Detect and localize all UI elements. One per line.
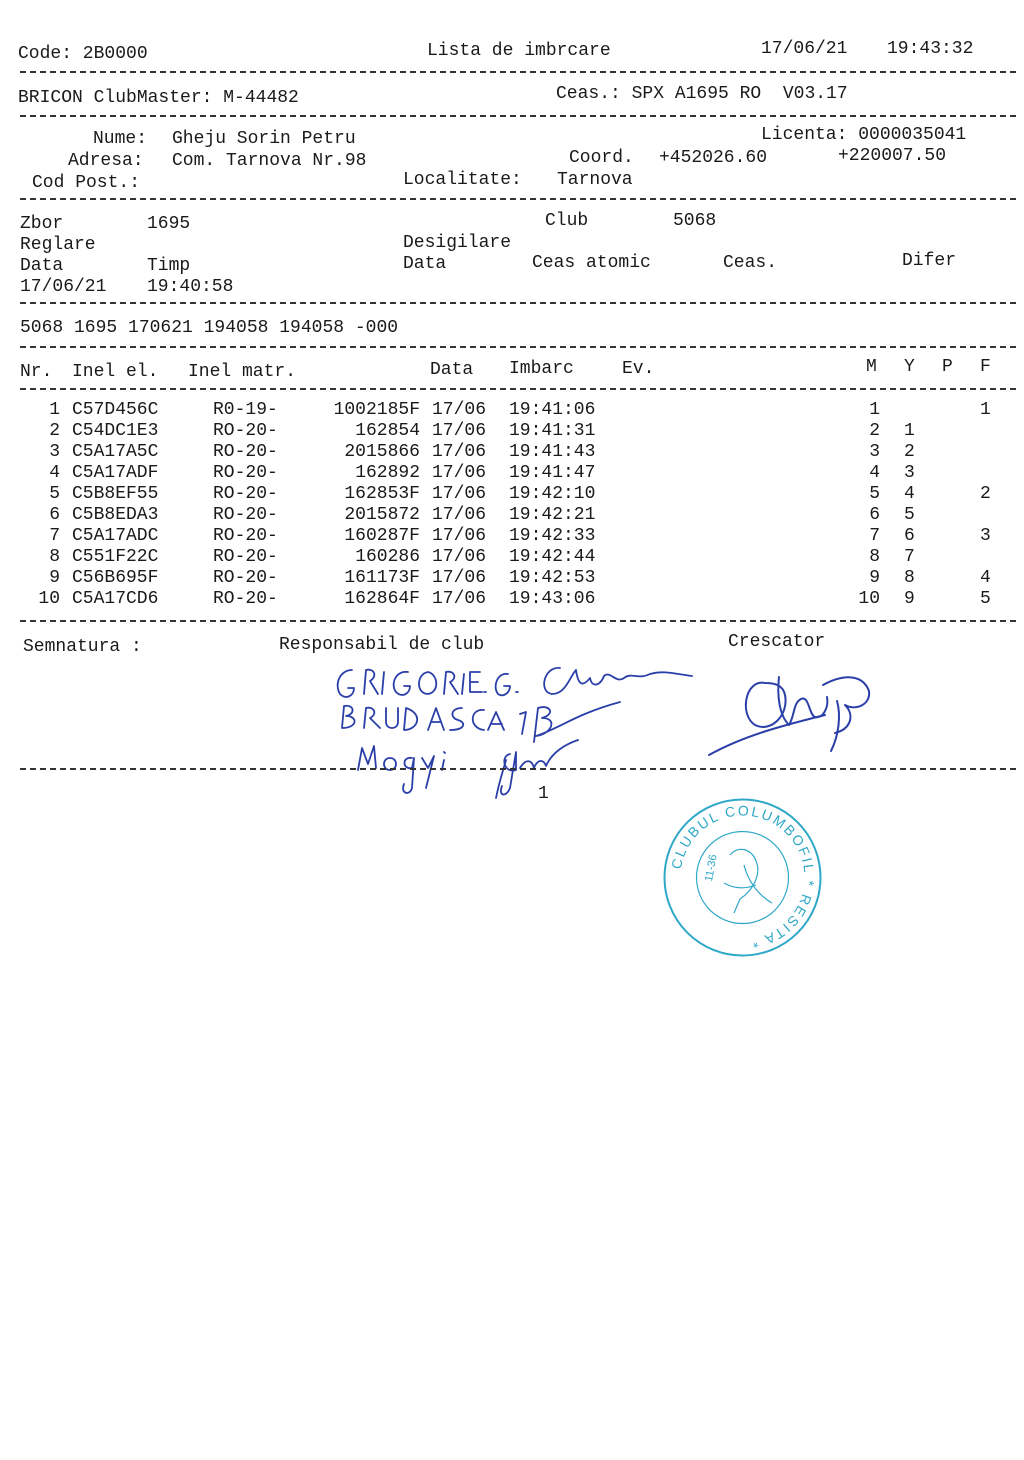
table-row (0, 421, 1024, 442)
cell-matr: 162864F (344, 589, 420, 609)
cell-prefix: RO-20- (213, 589, 278, 609)
breeder-signature (705, 655, 885, 765)
cell-imbarc: 19:43:06 (509, 589, 596, 609)
cell-matr: 1002185F (333, 400, 420, 420)
header-date: 17/06/21 (761, 39, 848, 59)
cell-imbarc: 19:42:44 (509, 547, 596, 567)
cell-m: 2 (869, 421, 880, 441)
cell-f: 1 (980, 400, 991, 420)
cell-y: 8 (904, 568, 915, 588)
owner-address: Com. Tarnova Nr.98 (172, 151, 367, 171)
divider (20, 198, 1016, 200)
divider (20, 388, 1016, 390)
club-label: Club (545, 211, 589, 231)
cell-m: 4 (869, 463, 880, 483)
owner-name: Gheju Sorin Petru (172, 129, 356, 149)
semnatura-label: Semnatura : (23, 637, 142, 657)
localitate: Tarnova (557, 170, 633, 190)
cell-matr: 160286 (355, 547, 420, 567)
cell-data: 17/06 (432, 421, 487, 441)
cell-imbarc: 19:42:21 (509, 505, 596, 525)
col-y: Y (904, 357, 915, 377)
data-label: Data (20, 256, 64, 276)
zbor-label: Zbor (20, 214, 64, 234)
cell-nr: 7 (49, 526, 60, 546)
difer-label: Difer (902, 251, 957, 271)
table-row (0, 400, 1024, 421)
divider (20, 71, 1016, 73)
coord-lat: +452026.60 (659, 148, 768, 168)
clubmaster-id: BRICON ClubMaster: M-44482 (18, 88, 299, 108)
club-stamp (660, 795, 825, 960)
reglare-label: Reglare (20, 235, 96, 255)
cell-nr: 3 (49, 442, 60, 462)
cell-inel-el: C5A17ADC (72, 526, 159, 546)
cell-imbarc: 19:42:53 (509, 568, 596, 588)
cell-inel-el: C5A17A5C (72, 442, 159, 462)
cell-imbarc: 19:41:43 (509, 442, 596, 462)
divider (20, 620, 1016, 622)
cell-m: 6 (869, 505, 880, 525)
cell-matr: 162853F (344, 484, 420, 504)
ceas-label: Ceas. (723, 253, 778, 273)
cell-nr: 1 (49, 400, 60, 420)
cell-nr: 5 (49, 484, 60, 504)
cell-y: 4 (904, 484, 915, 504)
clock-id: Ceas.: SPX A1695 RO V03.17 (556, 84, 848, 104)
cell-data: 17/06 (432, 568, 487, 588)
cell-nr: 2 (49, 421, 60, 441)
cell-data: 17/06 (432, 505, 487, 525)
cell-y: 9 (904, 589, 915, 609)
codpost-label: Cod Post.: (32, 173, 141, 193)
divider (20, 346, 1016, 348)
crescator-label: Crescator (728, 632, 826, 652)
cell-m: 8 (869, 547, 880, 567)
cell-prefix: RO-20- (213, 568, 278, 588)
document-title: Lista de imbrcare (427, 41, 611, 61)
cell-prefix: R0-19- (213, 400, 278, 420)
table-row (0, 547, 1024, 568)
ceas-atomic-label: Ceas atomic (532, 253, 651, 273)
licenta: Licenta: 0000035041 (761, 125, 967, 145)
table-row (0, 505, 1024, 526)
club-signatures (320, 648, 720, 808)
col-data: Data (430, 360, 474, 380)
divider (20, 115, 1016, 117)
table-row (0, 442, 1024, 463)
nume-label: Nume: (93, 129, 148, 149)
col-inel-el: Inel el. (72, 362, 159, 382)
zbor-value: 1695 (147, 214, 191, 234)
cell-prefix: RO-20- (213, 463, 278, 483)
divider (20, 302, 1016, 304)
cell-prefix: RO-20- (213, 547, 278, 567)
cell-imbarc: 19:41:47 (509, 463, 596, 483)
desigilare-label: Desigilare (403, 233, 512, 253)
cell-nr: 9 (49, 568, 60, 588)
cell-imbarc: 19:41:31 (509, 421, 596, 441)
cell-m: 7 (869, 526, 880, 546)
cell-prefix: RO-20- (213, 526, 278, 546)
cell-inel-el: C5A17CD6 (72, 589, 159, 609)
cell-data: 17/06 (432, 589, 487, 609)
cell-inel-el: C56B695F (72, 568, 159, 588)
page-number: 1 (538, 784, 549, 804)
cell-y: 1 (904, 421, 915, 441)
cell-y: 5 (904, 505, 915, 525)
cell-prefix: RO-20- (213, 505, 278, 525)
cell-m: 1 (869, 400, 880, 420)
cell-m: 10 (858, 589, 880, 609)
cell-inel-el: C5B8EF55 (72, 484, 159, 504)
cell-f: 3 (980, 526, 991, 546)
cell-nr: 6 (49, 505, 60, 525)
cell-m: 5 (869, 484, 880, 504)
cell-matr: 160287F (344, 526, 420, 546)
table-row (0, 526, 1024, 547)
table-row (0, 589, 1024, 610)
cell-nr: 4 (49, 463, 60, 483)
cell-nr: 8 (49, 547, 60, 567)
cell-prefix: RO-20- (213, 442, 278, 462)
cell-matr: 2015872 (344, 505, 420, 525)
cell-f: 5 (980, 589, 991, 609)
reglare-date: 17/06/21 (20, 277, 107, 297)
data2-label: Data (403, 254, 447, 274)
table-row (0, 568, 1024, 589)
cell-inel-el: C551F22C (72, 547, 159, 567)
coord-lon: +220007.50 (838, 146, 947, 166)
divider (20, 768, 1016, 770)
cell-f: 4 (980, 568, 991, 588)
col-ev: Ev. (622, 359, 655, 379)
flight-summary: 5068 1695 170621 194058 194058 -000 (20, 318, 399, 338)
cell-data: 17/06 (432, 400, 487, 420)
code-label: Code: 2B0000 (18, 44, 148, 64)
col-inel-matr: Inel matr. (188, 362, 297, 382)
cell-nr: 10 (38, 589, 60, 609)
cell-inel-el: C5A17ADF (72, 463, 159, 483)
adresa-label: Adresa: (68, 151, 144, 171)
cell-f: 2 (980, 484, 991, 504)
table-row (0, 484, 1024, 505)
header-time: 19:43:32 (887, 39, 974, 59)
cell-y: 3 (904, 463, 915, 483)
col-m: M (866, 357, 877, 377)
cell-m: 3 (869, 442, 880, 462)
cell-data: 17/06 (432, 484, 487, 504)
cell-data: 17/06 (432, 526, 487, 546)
cell-matr: 161173F (344, 568, 420, 588)
svg-text:11-36: 11-36 (703, 853, 720, 883)
cell-imbarc: 19:42:10 (509, 484, 596, 504)
club-value: 5068 (673, 211, 717, 231)
cell-matr: 162854 (355, 421, 420, 441)
table-row (0, 463, 1024, 484)
timp-label: Timp (147, 256, 191, 276)
coord-label: Coord. (569, 148, 634, 168)
cell-inel-el: C5B8EDA3 (72, 505, 159, 525)
cell-matr: 2015866 (344, 442, 420, 462)
cell-imbarc: 19:42:33 (509, 526, 596, 546)
cell-m: 9 (869, 568, 880, 588)
cell-y: 2 (904, 442, 915, 462)
cell-matr: 162892 (355, 463, 420, 483)
cell-data: 17/06 (432, 547, 487, 567)
cell-data: 17/06 (432, 442, 487, 462)
reglare-time: 19:40:58 (147, 277, 234, 297)
cell-y: 6 (904, 526, 915, 546)
col-imbarc: Imbarc (509, 359, 574, 379)
cell-inel-el: C57D456C (72, 400, 159, 420)
col-p: P (942, 357, 953, 377)
cell-imbarc: 19:41:06 (509, 400, 596, 420)
localitate-label: Localitate: (403, 170, 522, 190)
cell-prefix: RO-20- (213, 421, 278, 441)
cell-prefix: RO-20- (213, 484, 278, 504)
cell-inel-el: C54DC1E3 (72, 421, 159, 441)
cell-y: 7 (904, 547, 915, 567)
responsabil-label: Responsabil de club (279, 635, 485, 655)
col-f: F (980, 357, 991, 377)
svg-text:CLUBUL COLUMBOFIL * RESITA *: CLUBUL COLUMBOFIL * RESITA * (668, 802, 818, 952)
col-nr: Nr. (20, 362, 53, 382)
cell-data: 17/06 (432, 463, 487, 483)
